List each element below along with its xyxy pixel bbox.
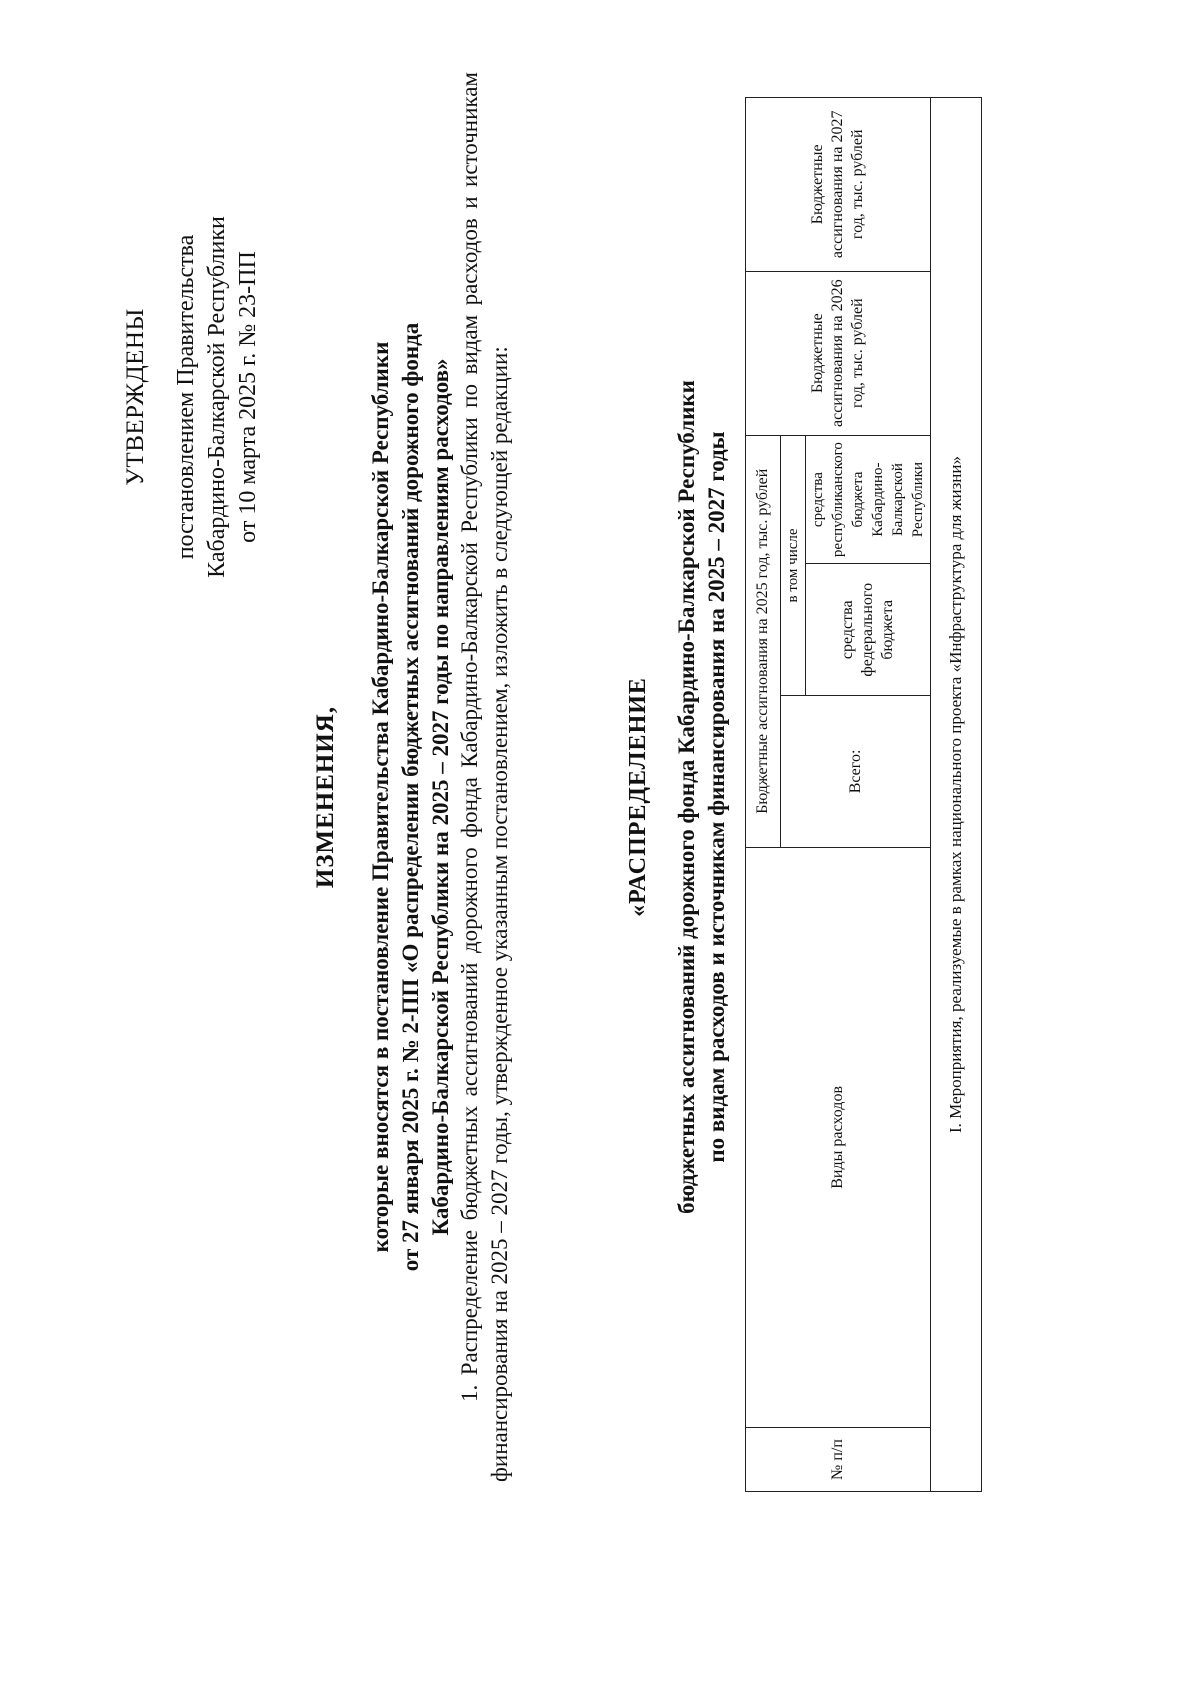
header-2026: Бюджетные ассигнования на 2026 год, тыс. рублей [746,271,931,435]
distribution-table [745,97,982,1492]
section-1-label: I. Мероприятия, реализуемые в рамках национального проекта «Инфраструктура для жизни» [931,98,982,1492]
distribution-title-block [625,77,732,1517]
distribution-subtitle-2: по видам расходов и источникам финансирования на 2025 – 2027 годы [704,431,729,1163]
approval-line-3: от 10 марта 2025 г. № 23-ПП [235,251,261,543]
main-paragraph [455,72,515,1482]
approval-block [120,117,264,677]
changes-title-block [312,77,456,1517]
header-types: Виды расходов [746,847,931,1427]
approval-line-1: постановлением Правительства [173,234,199,560]
header-republic: средства республиканского бюджета Кабардино-Балкарской Республики [806,435,931,564]
changes-title: ИЗМЕНЕНИЯ, [312,705,339,889]
header-2027: Бюджетные ассигнования на 2027 год, тыс. рублей [746,98,931,272]
changes-subtitle-3: Кабардино-Балкарской Республики на 2025 – 2027 годы по направлениям расходов» [428,358,453,1236]
distribution-title: «РАСПРЕДЕЛЕНИЕ [625,677,651,917]
approval-line-2: Кабардино-Балкарской Республики [204,216,230,578]
approval-heading: УТВЕРЖДЕНЫ [122,308,149,486]
changes-subtitle-2: от 27 января 2025 г. № 2-ПП «О распределении бюджетных ассигнований дорожного фонда [398,322,423,1272]
table-header-row-1 [746,98,781,1492]
header-2025: Бюджетные ассигнования на 2025 год, тыс. рублей [746,435,781,847]
header-num: № п/п [746,1428,931,1492]
header-total: Всего: [781,696,931,848]
changes-subtitle-1: которые вносятся в постановление Правительства Кабардино-Балкарской Республики [368,341,393,1253]
paragraph-text: 1. Распределение бюджетных ассигнований дорожного фонда Кабардино-Балкарской Республики по видам расходов и источникам финансирования на 2025 – 2027 годы, утвержденное указанным постановлением, изложить в следующей редакции: [457,72,512,1482]
header-federal: средства федерального бюджета [806,564,931,696]
header-incl: в том числе [781,435,806,695]
distribution-subtitle-1: бюджетных ассигнований дорожного фонда Кабардино-Балкарской Республики [674,380,699,1214]
table-section-row [931,98,982,1492]
